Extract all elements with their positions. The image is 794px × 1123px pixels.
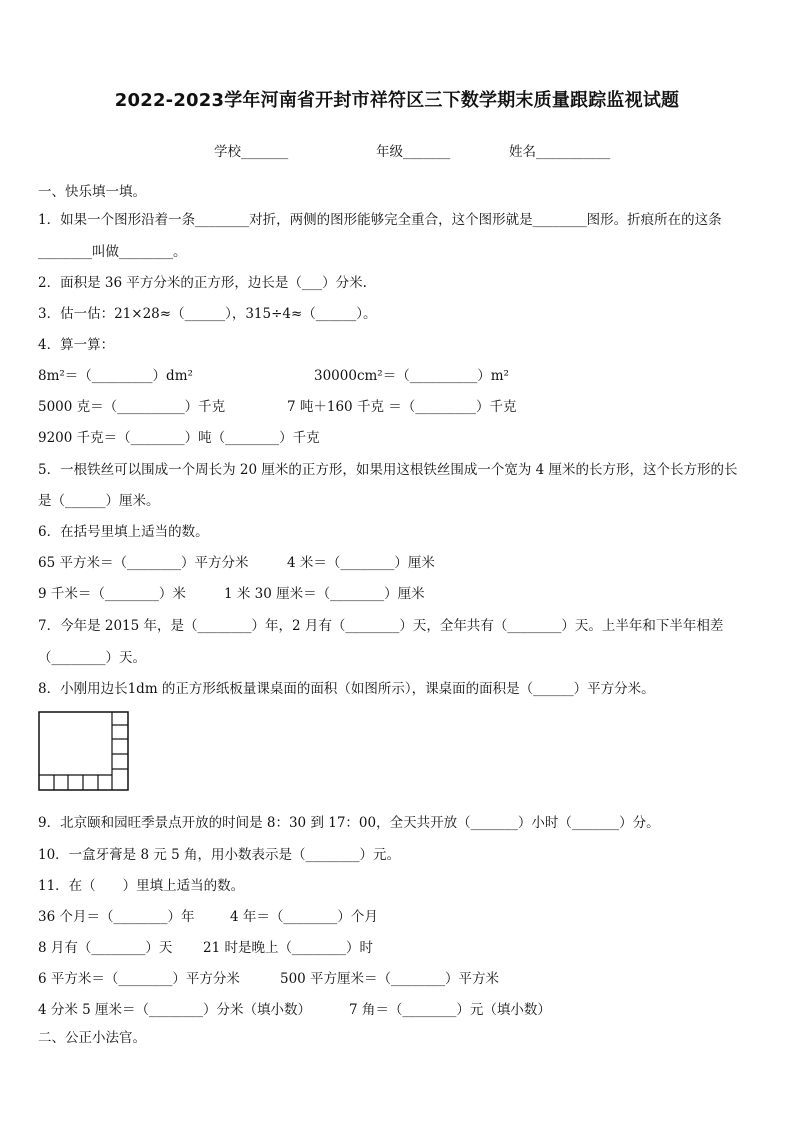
question-4-row-2b: 7 吨＋160 千克 ＝（_________）千克 (287, 399, 517, 415)
question-4: 4．算一算： (38, 337, 115, 353)
desk-grid-figure (38, 711, 129, 791)
section-heading-2: 二、公正小法官。 (38, 1030, 146, 1046)
question-9: 9．北京颐和园旺季景点开放的时间是 8：30 到 17：00，全天共开放（_______）小时（_______）分。 (38, 815, 660, 831)
grade-field: 年级_______ (376, 144, 451, 160)
school-field: 学校_______ (214, 144, 289, 160)
question-11-row-4b: 7 角＝（________）元（填小数） (349, 1002, 551, 1018)
question-11-row-1a: 36 个月＝（________）年 (38, 909, 195, 925)
question-2: 2．面积是 36 平方分米的正方形，边长是（___）分米. (38, 275, 367, 291)
page-title: 2022-2023学年河南省开封市祥符区三下数学期末质量跟踪监视试题 (114, 90, 680, 111)
question-7-line-1: 7．今年是 2015 年，是（________）年，2 月有（________）天，全年共有（________）天。上半年和下半年相差 (38, 618, 724, 634)
question-11-row-3b: 500 平方厘米＝（________）平方米 (280, 971, 500, 987)
question-7-line-2: （________）天。 (38, 650, 146, 666)
question-6-row-2a: 9 千米＝（________）米 (38, 586, 186, 602)
question-11-row-4a: 4 分米 5 厘米＝（________）分米（填小数） (38, 1002, 312, 1018)
question-3: 3．估一估：21×28≈（______），315÷4≈（______）。 (38, 306, 377, 322)
question-5-line-1: 5．一根铁丝可以围成一个周长为 20 厘米的正方形，如果用这根铁丝围成一个宽为 4 厘米的长方形，这个长方形的长 (38, 462, 738, 478)
question-5-line-2: 是（______）厘米。 (38, 493, 160, 509)
question-11: 11．在（ ）里填上适当的数。 (38, 878, 245, 894)
question-6-row-2b: 1 米 30 厘米＝（________）厘米 (224, 586, 425, 602)
question-11-row-3a: 6 平方米＝（________）平方分米 (38, 971, 240, 987)
question-10: 10．一盒牙膏是 8 元 5 角，用小数表示是（________）元。 (38, 847, 401, 863)
question-1-line-2: ________叫做________。 (38, 244, 187, 260)
question-4-row-2a: 5000 克＝（__________）千克 (38, 399, 226, 415)
question-11-row-2b: 21 时是晚上（________）时 (203, 940, 373, 956)
question-6-row-1a: 65 平方米＝（________）平方分米 (38, 555, 249, 571)
question-6: 6．在括号里填上适当的数。 (38, 524, 209, 540)
question-6-row-1b: 4 米＝（________）厘米 (287, 555, 435, 571)
question-1-line-1: 1．如果一个图形沿着一条________对折，两侧的图形能够完全重合，这个图形就是________图形。折痕所在的这条 (38, 212, 722, 228)
question-4-row-1a: 8m²＝（_________）dm² (38, 368, 193, 384)
question-8: 8．小刚用边长1dm 的正方形纸板量课桌面的面积（如图所示），课桌面的面积是（______）平方分米。 (38, 681, 655, 697)
section-heading-1: 一、快乐填一填。 (38, 184, 146, 200)
name-field: 姓名___________ (509, 144, 611, 160)
question-4-row-1b: 30000cm²＝（__________）m² (314, 368, 509, 384)
question-4-row-3: 9200 千克＝（________）吨（________）千克 (38, 430, 320, 446)
question-11-row-1b: 4 年＝（________）个月 (230, 909, 378, 925)
question-11-row-2a: 8 月有（________）天 (38, 940, 173, 956)
